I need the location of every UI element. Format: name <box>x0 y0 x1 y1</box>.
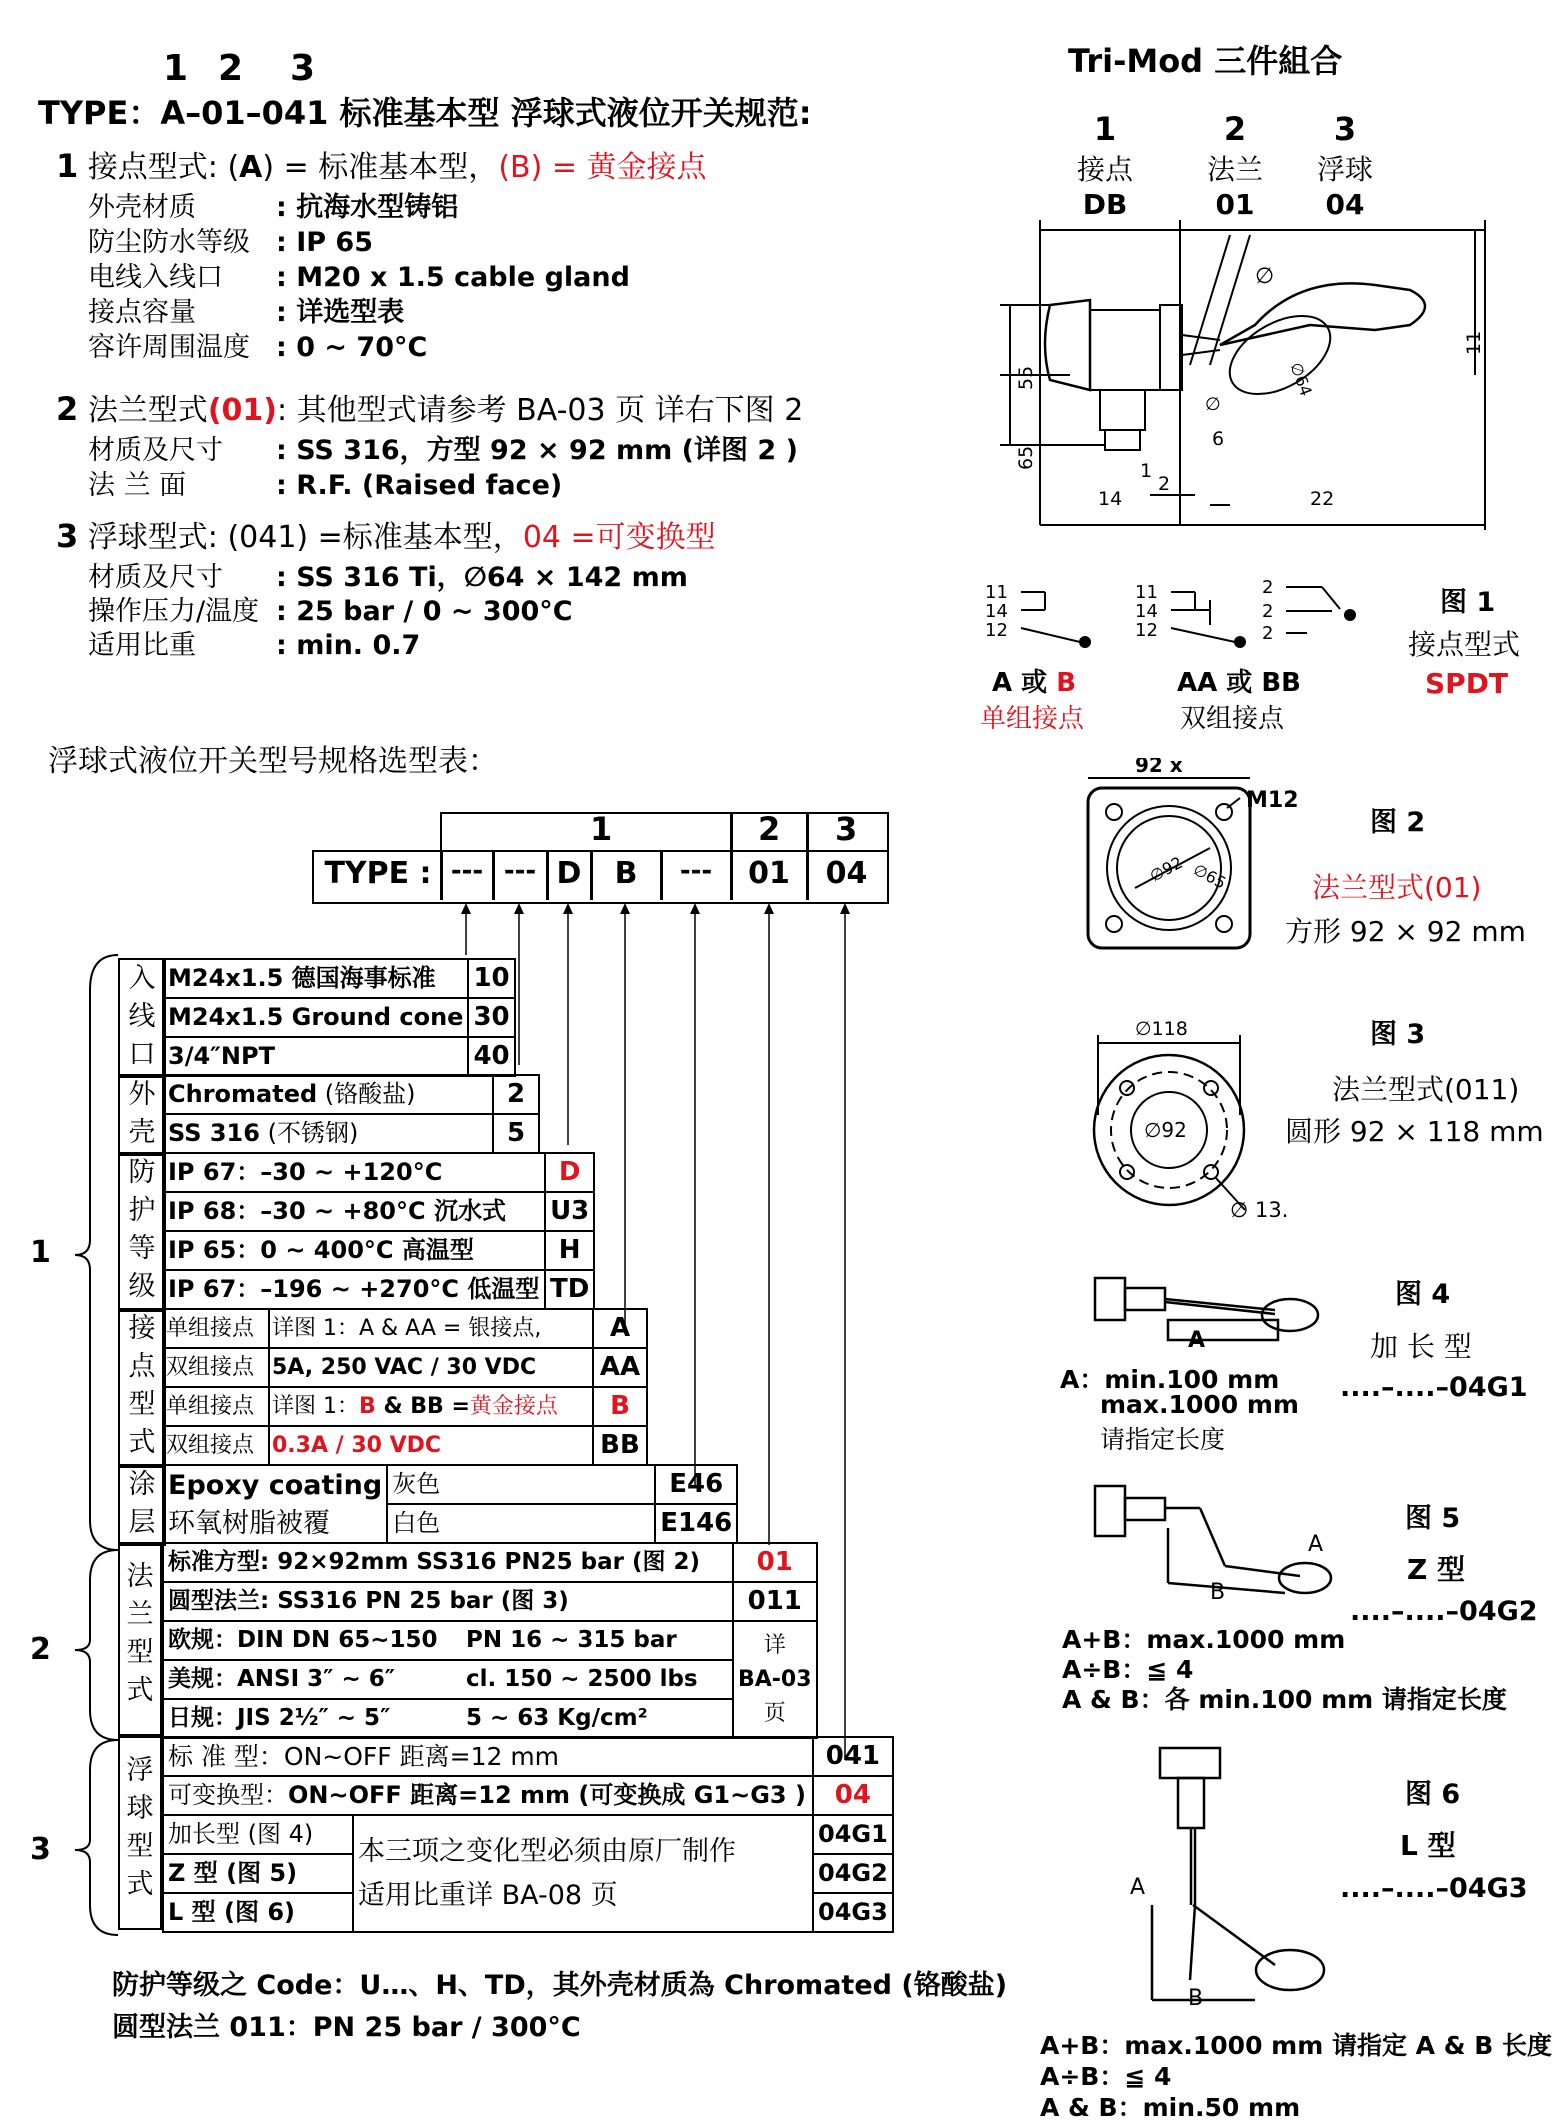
protect-desc: IP 67：–30 ~ +120°C <box>163 1153 545 1192</box>
coating-desc-2: 环氧树脂被覆 <box>163 1504 387 1543</box>
inlet-desc: 3/4″NPT <box>163 1037 468 1076</box>
side-char: 式 <box>126 1675 154 1706</box>
shell-desc: (铬酸盐) <box>317 1080 416 1108</box>
code-slot: B <box>614 856 638 891</box>
float-note-2: 适用比重详 BA-08 页 <box>358 1879 618 1911</box>
flange-extra: PN 16 ~ 315 bar <box>462 1621 733 1660</box>
spec1-number: 1 <box>56 147 79 185</box>
fig3-d92: ∅92 <box>1144 1118 1187 1142</box>
trimod-col-num: 1 <box>1093 110 1117 148</box>
spec1-title-a: A <box>239 150 263 185</box>
flange-side <box>118 1542 162 1736</box>
spec2-rows <box>88 428 798 501</box>
fig1-caption: 图 1 <box>1440 587 1496 618</box>
shell-desc: (不锈钢) <box>259 1119 359 1147</box>
pin-label: 11 <box>1135 582 1158 603</box>
protect-table <box>162 1152 595 1310</box>
protect-desc: IP 67：–196 ~ +270°C 低温型 <box>163 1270 545 1309</box>
protect-code: H <box>545 1231 594 1270</box>
table-row <box>163 1699 817 1738</box>
contact-desc: 0.3A / 30 VDC <box>269 1426 593 1465</box>
spec2-value: : SS 316，方型 92 × 92 mm (详图 2 ) <box>276 435 798 466</box>
spec3-label: 操作压力/温度 <box>88 596 260 627</box>
contact-code: AA <box>593 1348 647 1387</box>
fig6-b: B <box>1188 1986 1204 2011</box>
table-row <box>163 1737 893 1776</box>
table-row <box>163 1387 647 1426</box>
shell-side <box>118 1074 166 1156</box>
column-number-2: 2 <box>218 48 244 89</box>
side-char: 涂 <box>128 1469 156 1500</box>
protect-desc: IP 65：0 ~ 400°C 高温型 <box>163 1231 545 1270</box>
contact-desc-red2: 黄金接点 <box>469 1394 558 1419</box>
fig1-symbol-c <box>1262 575 1367 650</box>
side-char: 型 <box>126 1831 154 1862</box>
flange-extra: 5 ~ 63 Kg/cm² <box>462 1699 733 1738</box>
trimod-col-num: 2 <box>1223 110 1247 148</box>
shell-desc-b: Chromated <box>168 1080 318 1108</box>
fig5-note-3: A & B：各 min.100 mm 请指定长度 <box>1062 1685 1507 1714</box>
side-char: 接 <box>128 1313 156 1344</box>
footer-note-2: 圆型法兰 011：PN 25 bar / 300°C <box>112 2012 581 2043</box>
fig5-sub: Z 型 <box>1407 1553 1466 1586</box>
table-row <box>163 1270 594 1309</box>
fig5-code: ....–....–04G2 <box>1350 1596 1538 1627</box>
table-row <box>163 1114 539 1153</box>
spec3-number: 3 <box>56 517 79 555</box>
code-slot: D <box>556 856 582 891</box>
fig5-a: A <box>1308 1532 1324 1557</box>
side-char: 兰 <box>126 1599 154 1630</box>
fig6-drawing <box>1120 1740 1340 2020</box>
fig1-spdt: SPDT <box>1425 667 1509 700</box>
pin-label: 2 <box>1262 601 1274 622</box>
fig3-d118: ∅118 <box>1135 1018 1188 1040</box>
contact-table <box>162 1308 648 1466</box>
fig3-sub2: 圆形 92 × 118 mm <box>1285 1115 1544 1148</box>
side-char: 入 <box>128 963 156 994</box>
flange-extra: cl. 150 ~ 2500 lbs <box>462 1660 733 1699</box>
contact-type: 双组接点 <box>163 1426 269 1465</box>
spec3-title-pre: 浮球型式: (041) =标准基本型， <box>87 520 523 555</box>
trimod-drawing <box>980 215 1500 535</box>
flange-ref: BA-03 <box>738 1666 812 1692</box>
type-label: TYPE : <box>324 856 432 891</box>
fig6-sub: L 型 <box>1400 1829 1456 1862</box>
table-row <box>163 1037 515 1076</box>
side-char: 法 <box>126 1561 154 1592</box>
pin-label: 2 <box>1262 577 1274 598</box>
code-slot: 01 <box>748 856 790 891</box>
fig6-code: ....–....–04G3 <box>1340 1873 1528 1904</box>
table-row <box>163 1660 817 1699</box>
column-number-3: 3 <box>290 48 316 89</box>
table-row <box>163 998 515 1037</box>
trimod-col-3 <box>1300 110 1390 221</box>
fig3-d13: ∅ 13. <box>1230 1198 1289 1222</box>
code-slot: --- <box>450 856 484 886</box>
spec3-label: 材质及尺寸 <box>88 562 223 593</box>
trimod-col-1 <box>1060 110 1150 221</box>
dim-2: 2 <box>1158 473 1171 495</box>
fig1-label-a-sub: 单组接点 <box>980 704 1085 734</box>
fig2-sub-red: 法兰型式(01) <box>1312 871 1482 904</box>
contact-code: A <box>593 1309 647 1348</box>
trimod-col-code: DB <box>1082 188 1128 221</box>
type-heading: TYPE：A–01–041 标准基本型 浮球式液位开关规范: <box>38 94 812 132</box>
spec1-value: : 0 ~ 70°C <box>276 332 428 363</box>
flange-desc: 标准方型: 92×92mm SS316 PN25 bar (图 2) <box>163 1543 733 1582</box>
fig6-a: A <box>1130 1875 1146 1900</box>
side-char: 浮 <box>126 1755 154 1786</box>
fig5-note-2: A÷B：≦ 4 <box>1062 1655 1194 1684</box>
table-row <box>163 1504 737 1543</box>
table-row <box>163 1465 737 1504</box>
side-char: 口 <box>128 1039 156 1070</box>
brace-num-1: 1 <box>30 1235 51 1270</box>
fig2-caption: 图 2 <box>1370 807 1426 838</box>
dim-phi: ∅ <box>1255 264 1275 289</box>
dim-phi64: ∅64 <box>1286 359 1316 399</box>
flange-desc: 欧规：DIN DN 65~150 <box>163 1621 462 1660</box>
spec2-value: : R.F. (Raised face) <box>276 470 563 501</box>
fig2-m12: M12 <box>1246 788 1299 813</box>
spec3-title-red: 04 =可变换型 <box>522 520 716 555</box>
flange-desc: 日规：JIS 2½″ ~ 5″ <box>163 1699 462 1738</box>
contact-type: 单组接点 <box>163 1309 269 1348</box>
trimod-col-code: 01 <box>1215 188 1255 221</box>
float-desc-pre: 可变换型： <box>168 1781 288 1809</box>
trimod-col-name: 接点 <box>1076 153 1133 186</box>
spec1-value: : 详选型表 <box>276 297 405 328</box>
spec3-rows <box>88 555 688 661</box>
fig4-a: A <box>1188 1328 1206 1353</box>
side-char: 层 <box>128 1507 156 1538</box>
float-code: 04 <box>813 1776 893 1815</box>
table-row <box>163 1231 594 1270</box>
inlet-table <box>162 958 516 1077</box>
shell-desc-b: SS 316 <box>168 1119 260 1147</box>
spec2-label: 材质及尺寸 <box>88 435 223 466</box>
side-char: 防 <box>128 1157 156 1188</box>
dim-14: 14 <box>1098 488 1123 510</box>
dim-6: 6 <box>1212 428 1225 450</box>
fig4-sub: 加 长 型 <box>1370 1330 1472 1363</box>
dim-1: 1 <box>1140 460 1153 482</box>
fig3-sub1: 法兰型式(011) <box>1332 1073 1520 1106</box>
fig4-code: ....–....–04G1 <box>1340 1372 1528 1403</box>
fig4-note-1: A：min.100 mm <box>1060 1365 1280 1394</box>
flange-ref: 详 <box>763 1632 786 1658</box>
spec1-label: 容许周围温度 <box>88 332 250 363</box>
inlet-desc: M24x1.5 德国海事标准 <box>163 959 468 998</box>
trimod-col-name: 浮球 <box>1316 153 1373 186</box>
pin-label: 12 <box>1135 620 1158 641</box>
table-row <box>163 1309 647 1348</box>
flange-code: 011 <box>733 1582 817 1621</box>
shell-code: 2 <box>493 1075 539 1114</box>
dim-11: 11 <box>1463 330 1485 355</box>
trimod-col-num: 3 <box>1333 110 1357 148</box>
trimod-col-2 <box>1190 110 1280 221</box>
spec1-title-pre: 接点型式: ( <box>87 150 240 185</box>
fig1-sub: 接点型式 <box>1408 628 1521 661</box>
dim-65: 65 <box>1015 445 1037 470</box>
float-code: 04G3 <box>813 1893 893 1932</box>
dim-55: 55 <box>1015 365 1037 390</box>
code-slot: --- <box>503 856 537 886</box>
protect-side <box>118 1152 166 1312</box>
trimod-col-name: 法兰 <box>1206 153 1263 186</box>
inlet-code: 30 <box>468 998 514 1037</box>
side-char: 式 <box>126 1869 154 1900</box>
table-row <box>163 1192 594 1231</box>
table-row <box>163 1543 817 1582</box>
code-group-3: 3 <box>835 810 858 848</box>
coating-color: 灰色 <box>387 1465 655 1504</box>
spec3-title <box>56 512 716 556</box>
float-desc-pre: L 型 (图 6) <box>163 1893 353 1932</box>
fig6-note-2: A÷B：≦ 4 <box>1040 2062 1172 2091</box>
pin-label: 12 <box>985 620 1008 641</box>
float-desc: ON~OFF 距离=12 mm <box>283 1742 560 1771</box>
spec1-label: 接点容量 <box>88 297 196 328</box>
contact-code: BB <box>593 1426 647 1465</box>
fig3-caption: 图 3 <box>1370 1019 1426 1050</box>
fig1-label-aa-sub: 双组接点 <box>1180 704 1285 734</box>
spec2-title <box>56 385 803 429</box>
side-char: 型 <box>126 1637 154 1668</box>
fig5-b: B <box>1210 1580 1226 1605</box>
inlet-code: 40 <box>468 1037 514 1076</box>
protect-code: U3 <box>545 1192 594 1231</box>
side-char: 球 <box>126 1793 154 1824</box>
float-code: 04G2 <box>813 1854 893 1893</box>
inlet-desc: M24x1.5 Ground cone <box>163 998 468 1037</box>
fig1-label-a-pre: A 或 <box>992 668 1057 698</box>
table-row <box>163 1075 539 1114</box>
pin-label: 14 <box>985 601 1008 622</box>
table-row <box>163 1621 817 1660</box>
table-row <box>163 959 515 998</box>
spec2-label: 法 兰 面 <box>88 470 187 501</box>
coating-color: 白色 <box>387 1504 655 1543</box>
flange-table <box>162 1542 818 1739</box>
brace-num-3: 3 <box>30 1832 51 1867</box>
side-char: 外 <box>128 1079 156 1110</box>
contact-side <box>118 1308 166 1468</box>
spec1-label: 外壳材质 <box>88 192 196 223</box>
side-char: 线 <box>128 1001 156 1032</box>
table-row <box>163 1426 647 1465</box>
contact-desc: 5A, 250 VAC / 30 VDC <box>269 1348 593 1387</box>
coating-table <box>162 1464 738 1544</box>
spec3-label: 适用比重 <box>88 630 196 661</box>
contact-desc-pre: 详图 1： <box>272 1394 359 1419</box>
fig1-label-a-b: B <box>1056 668 1077 698</box>
contact-code: B <box>593 1387 647 1426</box>
pin-label: 2 <box>1262 623 1274 644</box>
side-char: 壳 <box>128 1117 156 1148</box>
contact-type: 双组接点 <box>163 1348 269 1387</box>
spec2-title-pre: 法兰型式 <box>87 393 208 428</box>
flange-code: 01 <box>733 1543 817 1582</box>
spec1-value: : M20 x 1.5 cable gland <box>276 262 630 293</box>
table-row <box>163 1348 647 1387</box>
spec2-title-post: : 其他型式请参考 BA-03 页 详右下图 2 <box>276 393 804 428</box>
float-code: 041 <box>813 1737 893 1776</box>
trimod-title: Tri-Mod 三件組合 <box>1068 42 1343 80</box>
side-char: 型 <box>128 1389 156 1420</box>
float-desc: ON~OFF 距离=12 mm (可变换成 G1~G3 ) <box>288 1781 806 1809</box>
contact-type: 单组接点 <box>163 1387 269 1426</box>
float-table <box>162 1736 894 1933</box>
flange-ref: 页 <box>763 1700 786 1726</box>
fig2-d65: ∅65 <box>1190 859 1230 893</box>
dim-22: 22 <box>1310 488 1335 510</box>
spec1-value: : 抗海水型铸铝 <box>276 192 459 223</box>
code-group-2: 2 <box>758 810 781 848</box>
spec1-label: 电线入线口 <box>88 262 223 293</box>
spec1-title-b: (B) = 黄金接点 <box>498 150 707 185</box>
inlet-side <box>118 958 166 1078</box>
inlet-code: 10 <box>468 959 514 998</box>
fig6-note-3: A & B：min.50 mm <box>1040 2093 1301 2122</box>
fig5-note-1: A+B：max.1000 mm <box>1062 1625 1346 1654</box>
spec2-number: 2 <box>56 390 79 428</box>
fig6-note-1: A+B：max.1000 mm 请指定 A & B 长度 <box>1040 2031 1553 2060</box>
pin-label: 14 <box>1135 601 1158 622</box>
spec3-value: : SS 316 Ti，∅64 × 142 mm <box>276 562 688 593</box>
select-title: 浮球式液位开关型号规格选型表： <box>48 744 498 779</box>
float-desc-pre: 标 准 型： <box>168 1742 284 1771</box>
code-slot: 04 <box>825 856 868 891</box>
brace-num-2: 2 <box>30 1632 51 1667</box>
fig4-caption: 图 4 <box>1395 1279 1451 1310</box>
contact-desc-red: B <box>359 1394 376 1419</box>
shell-code: 5 <box>493 1114 539 1153</box>
spec1-title <box>56 142 707 186</box>
fig1-symbol-aa <box>1135 580 1255 655</box>
side-char: 等 <box>128 1233 156 1264</box>
fig4-note-3: 请指定长度 <box>1100 1425 1226 1454</box>
trimod-col-code: 04 <box>1325 188 1365 221</box>
fig2-sub: 方形 92 × 92 mm <box>1285 915 1526 948</box>
coating-code: E46 <box>655 1465 737 1504</box>
spec2-title-code: (01) <box>207 393 277 428</box>
fig1-label-aa: AA 或 BB <box>1177 668 1301 698</box>
spec1-rows <box>88 185 630 363</box>
fig2-top: 92 x <box>1135 758 1183 777</box>
contact-desc-mid: & BB = <box>375 1394 470 1419</box>
side-char: 点 <box>128 1351 156 1382</box>
table-row <box>163 1582 817 1621</box>
fig2-d92: ∅92 <box>1146 852 1186 886</box>
float-side <box>118 1736 162 1930</box>
fig1-symbol-a <box>985 580 1095 655</box>
table-row <box>163 1815 893 1854</box>
side-char: 级 <box>128 1271 156 1302</box>
float-note-1: 本三项之变化型必须由原厂制作 <box>358 1835 736 1867</box>
code-slot: --- <box>679 856 713 886</box>
group-braces <box>20 950 120 1940</box>
fig4-note-2: max.1000 mm <box>1100 1390 1299 1419</box>
coating-code: E146 <box>655 1504 737 1543</box>
float-desc-pre: 加长型 (图 4) <box>163 1815 353 1854</box>
fig6-caption: 图 6 <box>1405 1779 1461 1810</box>
shell-table <box>162 1074 540 1154</box>
float-code: 04G1 <box>813 1815 893 1854</box>
float-desc-pre: Z 型 (图 5) <box>163 1854 353 1893</box>
spec3-value: : 25 bar / 0 ~ 300°C <box>276 596 573 627</box>
fig1-label-a <box>992 662 1076 699</box>
flange-desc: 美规：ANSI 3″ ~ 6″ <box>163 1660 462 1699</box>
protect-code: TD <box>545 1270 594 1309</box>
spec3-value: : min. 0.7 <box>276 630 421 661</box>
protect-code: D <box>545 1153 594 1192</box>
spec1-title-mid: ) = 标准基本型， <box>262 150 499 185</box>
footer-note-1: 防护等级之 Code：U…、H、TD，其外壳材质為 Chromated (铬酸盐) <box>112 1970 1008 2001</box>
pin-label: 11 <box>985 582 1008 603</box>
flange-desc: 圆型法兰: SS316 PN 25 bar (图 3) <box>163 1582 733 1621</box>
spec1-value: : IP 65 <box>276 227 374 258</box>
column-number-1: 1 <box>163 48 189 89</box>
fig5-caption: 图 5 <box>1405 1503 1461 1534</box>
dim-phi-small: ∅ <box>1205 394 1221 415</box>
coating-side <box>118 1464 166 1546</box>
protect-desc: IP 68：–30 ~ +80°C 沉水式 <box>163 1192 545 1231</box>
coating-desc-1: Epoxy coating <box>163 1465 387 1504</box>
table-row <box>163 1153 594 1192</box>
code-group-1: 1 <box>590 810 613 848</box>
spec1-label: 防尘防水等级 <box>88 227 250 258</box>
side-char: 式 <box>128 1427 156 1458</box>
contact-desc: 详图 1：A & AA = 银接点, <box>269 1309 593 1348</box>
table-row <box>163 1776 893 1815</box>
side-char: 护 <box>128 1195 156 1226</box>
